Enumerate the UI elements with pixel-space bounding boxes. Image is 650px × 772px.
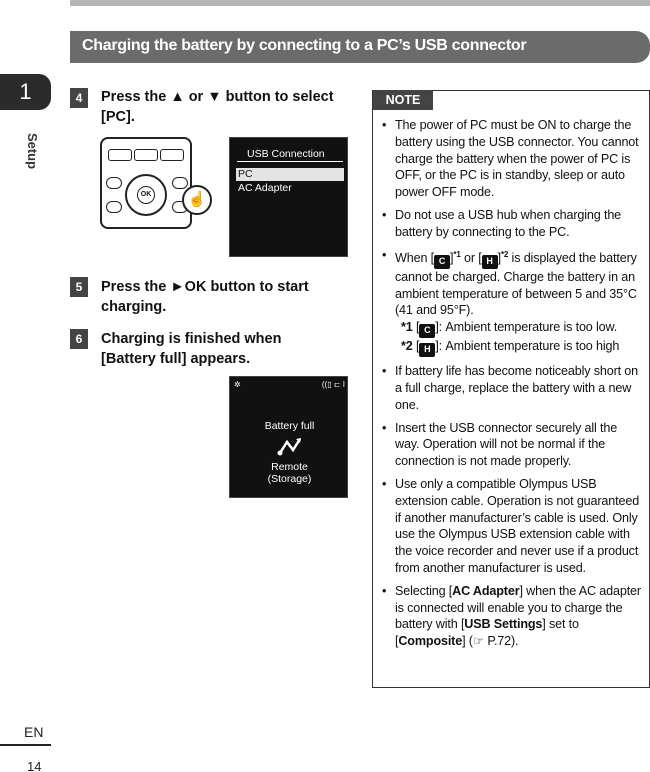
step-6-text <box>101 329 351 369</box>
note-item: • Use only a compatible Olympus USB extension cable. Operation is not guaranteed if another manufacturer’s cable is used. Only use the Olympus USB extension cable with the voice recorder and never use if a product from another manufacturer is used. <box>382 476 644 577</box>
step-6-badge: 6 <box>70 329 88 349</box>
usb-connection-title: USB Connection <box>237 148 343 162</box>
menu-item-pc: PC <box>236 168 344 181</box>
note-item: • Do not use a USB hub when charging the battery by connecting to the PC. <box>382 207 644 241</box>
battery-full-key: Battery full <box>105 351 182 367</box>
note-item: • If battery life has become noticeably short on a full charge, replace the battery with a new one. <box>382 363 644 413</box>
temperature-high-icon: H <box>482 255 498 269</box>
section-title: Charging the battery by connecting to a PC’s USB connector <box>82 37 527 54</box>
ok-button: OK <box>137 186 155 204</box>
language-label: EN <box>24 724 44 740</box>
page-number: 14 <box>27 759 42 772</box>
status-bar <box>230 380 349 392</box>
remote-storage-label: Remote (Storage) <box>267 461 312 485</box>
menu-item-ac-adapter: AC Adapter <box>238 182 292 194</box>
step-4-line2: [PC]. <box>101 109 135 125</box>
hand-pointer-icon: ☝ <box>182 185 212 215</box>
step-5-line2: charging. <box>101 299 167 315</box>
note-list <box>382 117 644 656</box>
device-button <box>134 149 158 161</box>
status-icons: ((▯ ⊏ I <box>321 380 345 389</box>
note-item: • Insert the USB connector securely all the way. Operation will not be normal if the connection is not made properly. <box>382 420 644 470</box>
gear-icon: ✲ <box>234 380 241 389</box>
device-button <box>106 201 122 213</box>
step-6-line1: Charging is finished when <box>101 331 282 347</box>
note-item: • The power of PC must be ON to charge the battery using the USB connector. You cannot charge the battery when the power of PC is OFF, or the PC is in standby, sleep or auto power OFF mode. <box>382 117 644 201</box>
note-label: NOTE <box>373 90 433 110</box>
footnote-2: *2 [ H ]: Ambient temperature is too high <box>395 338 644 357</box>
step-5-line1: Press the ►OK button to start <box>101 279 309 295</box>
device-button <box>172 177 188 189</box>
footer-rule <box>0 744 51 746</box>
recorder-illustration <box>100 137 192 229</box>
battery-full-message: Battery full <box>264 420 315 432</box>
step-6-line2: [Battery full] appears. <box>101 351 251 367</box>
device-button <box>106 177 122 189</box>
battery-full-screen <box>229 376 348 498</box>
temperature-high-icon: H <box>419 343 435 357</box>
step-5-text <box>101 277 351 317</box>
device-button <box>108 149 132 161</box>
step-5-badge: 5 <box>70 277 88 297</box>
chapter-tab: 1 <box>0 74 51 110</box>
note-item: • Selecting [AC Adapter] when the AC adapter is connected will enable you to charge the battery with [USB Settings] set to [Composite] (☞ P.72). <box>382 583 644 650</box>
step-4-badge: 4 <box>70 88 88 108</box>
pc-key: PC <box>105 109 126 125</box>
section-banner <box>70 31 650 63</box>
step-4-text <box>101 87 351 127</box>
temperature-low-icon: C <box>419 324 435 338</box>
footnote-1: *1 [ C ]: Ambient temperature is too low. <box>395 319 644 338</box>
chapter-label: Setup <box>25 132 41 170</box>
device-button <box>160 149 184 161</box>
temperature-low-icon: C <box>434 255 450 269</box>
usb-connection-icon <box>277 435 303 457</box>
step-4-line1: Press the ▲ or ▼ button to select <box>101 89 334 105</box>
note-item: • When [ C ]$^{*1}$ or [ H ]$^{*2}$ is displayed the battery cannot be charged. Charge the battery in an ambient temperature of between 5 and 35°C (41 and 95°F). *1 [ C ]: Ambient temperature is too low. *2 [ H ]: Ambient temperature is too high <box>382 247 644 358</box>
usb-connection-screen <box>229 137 348 257</box>
top-rule <box>70 0 650 6</box>
